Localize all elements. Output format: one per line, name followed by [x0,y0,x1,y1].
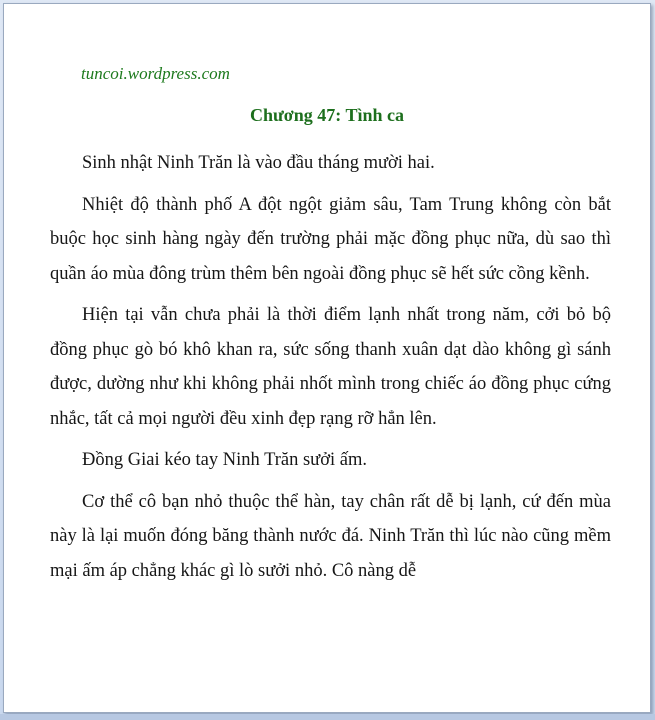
paragraph: Sinh nhật Ninh Trăn là vào đầu tháng mười hai. [82,153,435,173]
chapter-body [50,146,611,595]
paragraph: Đồng Giai kéo tay Ninh Trăn sưởi ấm. [82,450,367,470]
paragraph: Hiện tại vẫn chưa phải là thời điểm lạnh nhất trong năm, cởi bỏ bộ đồng phục gò bó khô khan ra, sức sống thanh xuân dạt dào không gì sánh được, dường như khi không phải nhốt mình trong chiếc áo đồng phục cứng nhắc, tất cả mọi người đều xinh đẹp rạng rỡ hẳn lên. [50,305,611,429]
website-header: tuncoi.wordpress.com [81,64,230,83]
chapter-title: Chương 47: Tình ca [250,105,404,125]
paragraph: Nhiệt độ thành phố A đột ngột giảm sâu, Tam Trung không còn bắt buộc học sinh hàng ngày đến trường phải mặc đồng phục nữa, dù sao thì quần áo mùa đông trùm thêm bên ngoài đồng phục sẽ hết sức cồng kềnh. [50,194,611,284]
paragraph: Cơ thể cô bạn nhỏ thuộc thể hàn, tay chân rất dễ bị lạnh, cứ đến mùa này là lại muốn đóng băng thành nước đá. Ninh Trăn thì lúc nào cũng mềm mại ấm áp chẳng khác gì lò sưởi nhỏ. Cô nàng dễ [50,491,611,581]
document-page [3,3,651,713]
window-bottom-edge [0,714,655,720]
